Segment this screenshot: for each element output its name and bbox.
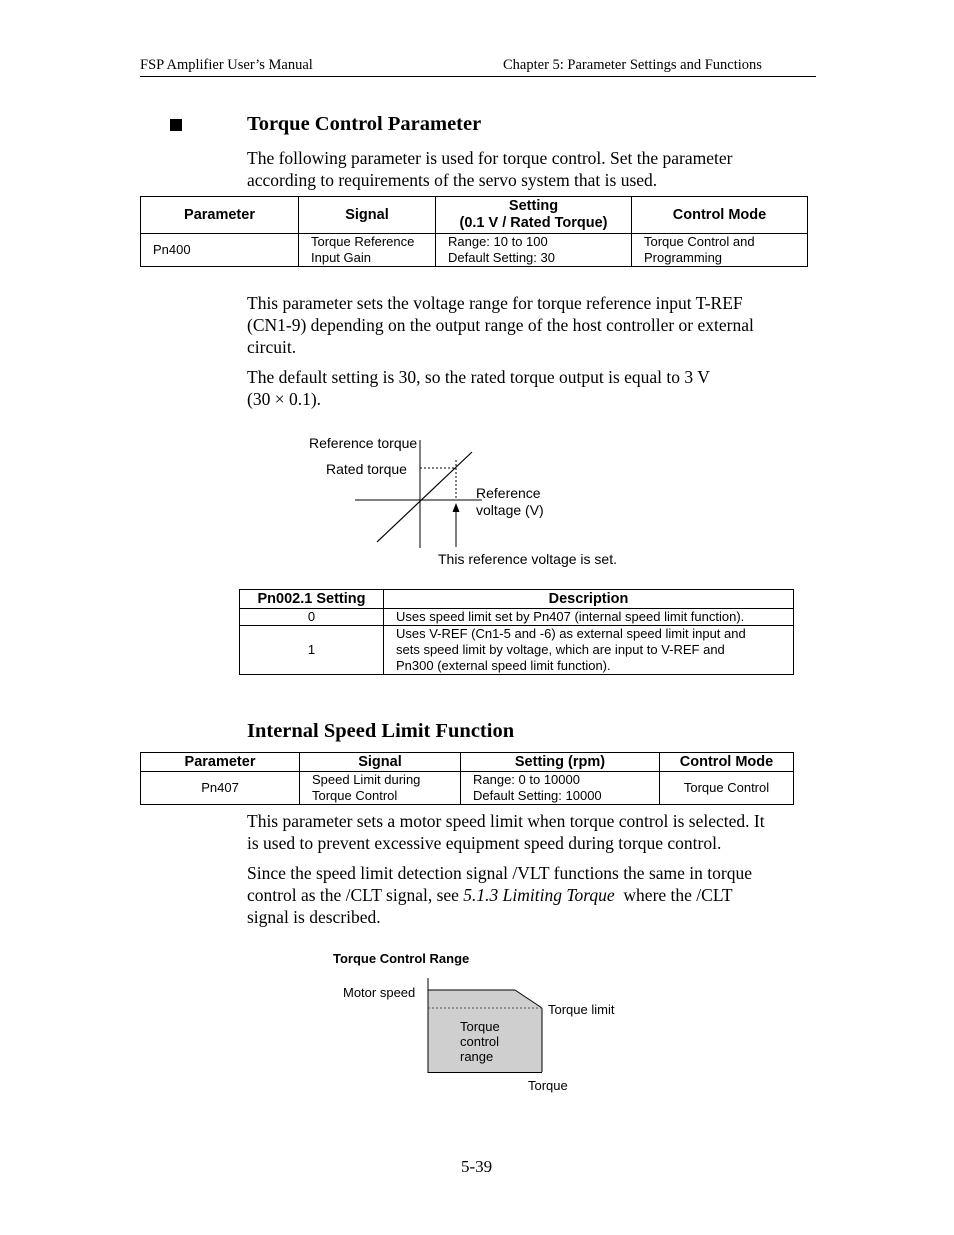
col-header-setting: Setting (rpm) [461, 753, 660, 772]
table-header-row [141, 197, 808, 234]
col-header-setting [436, 197, 632, 234]
setting-line-1: Range: 0 to 10000 [473, 772, 580, 787]
reference-voltage-note: This reference voltage is set. [438, 551, 617, 567]
setting-line-2: Default Setting: 10000 [473, 788, 602, 803]
para1-line-3: circuit. [247, 337, 297, 357]
cell-parameter: Pn400 [141, 234, 299, 267]
table-header-row [141, 753, 794, 772]
s2-para2-text-b: where the /CLT [614, 885, 733, 905]
torque-parameter-table [140, 196, 808, 267]
mode-line-1: Torque Control and [644, 234, 755, 249]
col-header-parameter: Parameter [141, 753, 300, 772]
col-header-signal: Signal [299, 197, 436, 234]
range-label-line-3: range [460, 1049, 494, 1064]
up-arrow-icon [453, 503, 460, 512]
torque-axis-label: Torque [528, 1078, 568, 1093]
rated-torque-label: Rated torque [326, 461, 407, 477]
intro-line-2: according to requirements of the servo system that is used. [247, 170, 658, 190]
square-bullet-icon [170, 119, 182, 131]
section-title-torque-control: Torque Control Parameter [247, 113, 482, 135]
col-header-parameter: Parameter [141, 197, 299, 234]
para1-line-1: This parameter sets the voltage range for torque reference input T-REF [247, 293, 743, 313]
signal-line-2: Input Gain [311, 250, 371, 265]
s2-para2-text-a: control as the /CLT signal, see [247, 885, 464, 905]
s2-para2-line-2 [247, 884, 733, 906]
s2-para2-line-1: Since the speed limit detection signal /VLT functions the same in torque [247, 863, 752, 883]
signal-line-1: Torque Reference [311, 234, 415, 249]
torque-range-figure-title: Torque Control Range [333, 951, 470, 966]
table-row [240, 626, 794, 675]
s2-para1-line-1: This parameter sets a motor speed limit when torque control is selected. It [247, 811, 765, 831]
s2-para2-line-3: signal is described. [247, 907, 381, 927]
cell-setting-value: 0 [240, 609, 384, 626]
cell-control-mode [632, 234, 808, 267]
range-label-line-1: Torque [460, 1019, 500, 1034]
cell-signal [300, 772, 461, 805]
signal-line-2: Torque Control [312, 788, 398, 803]
table-row [141, 234, 808, 267]
setting-line-1: Range: 10 to 100 [448, 234, 548, 249]
description-line: Uses V-REF (Cn1-5 and -6) as external speed limit input and [396, 626, 746, 641]
para2-line-2: (30 × 0.1). [247, 389, 322, 409]
y-axis-label: Reference torque [309, 435, 418, 451]
range-label-line-2: control [460, 1034, 500, 1049]
signal-line-1: Speed Limit during [312, 772, 421, 787]
cell-setting [436, 234, 632, 267]
cell-setting-value: 1 [240, 626, 384, 675]
header-rule [140, 76, 816, 77]
para1-line-2: (CN1-9) depending on the output range of the host controller or external [247, 315, 754, 335]
motor-speed-label: Motor speed [343, 985, 416, 1000]
cell-description: Uses speed limit set by Pn407 (internal speed limit function). [384, 609, 794, 626]
description-line: Pn300 (external speed limit function). [396, 658, 611, 673]
cell-description [384, 626, 794, 675]
table-row [141, 772, 794, 805]
para2-line-1: The default setting is 30, so the rated torque output is equal to 3 V [247, 367, 710, 387]
mode-line-2: Programming [644, 250, 723, 265]
s2-para1-line-2: is used to prevent excessive equipment speed during torque control. [247, 833, 722, 853]
cell-control-mode: Torque Control [660, 772, 794, 805]
section-title-internal-speed-limit: Internal Speed Limit Function [247, 720, 515, 742]
cross-reference-link: 5.1.3 Limiting Torque [463, 885, 615, 905]
header-manual-title: FSP Amplifier User’s Manual [140, 57, 313, 73]
cell-signal [299, 234, 436, 267]
table-header-row [240, 590, 794, 609]
torque-limit-label: Torque limit [548, 1002, 615, 1017]
pn002-setting-table [239, 589, 794, 675]
setting-header-line-1: Setting [508, 198, 559, 214]
col-header-control-mode: Control Mode [632, 197, 808, 234]
header-chapter-title: Chapter 5: Parameter Settings and Functions [503, 57, 762, 73]
col-header-control-mode: Control Mode [660, 753, 794, 772]
page-number: 5-39 [461, 1157, 493, 1176]
x-axis-label-line-1: Reference [476, 485, 541, 501]
col-header-signal: Signal [300, 753, 461, 772]
cell-parameter: Pn407 [141, 772, 300, 805]
setting-header-line-2: (0.1 V / Rated Torque) [459, 215, 608, 231]
x-axis-label-line-2: voltage (V) [476, 502, 544, 518]
speed-limit-parameter-table [140, 752, 794, 805]
cell-setting [461, 772, 660, 805]
intro-line-1: The following parameter is used for torque control. Set the parameter [247, 148, 733, 168]
description-line: sets speed limit by voltage, which are input to V-REF and [396, 642, 725, 657]
table-row [240, 609, 794, 626]
col-header-pn002-setting: Pn002.1 Setting [240, 590, 384, 609]
setting-line-2: Default Setting: 30 [448, 250, 555, 265]
col-header-description: Description [384, 590, 794, 609]
